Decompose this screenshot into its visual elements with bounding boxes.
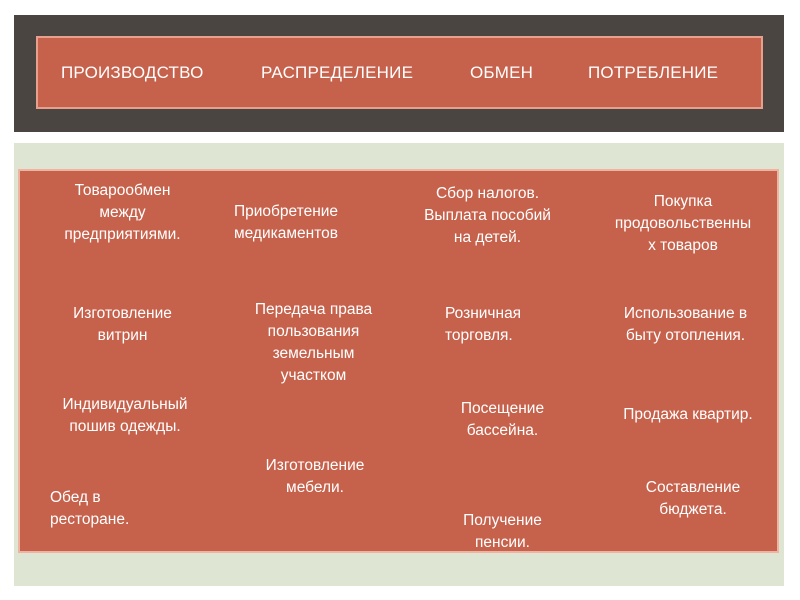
header-production: ПРОИЗВОДСТВО	[61, 63, 204, 82]
item-restaurant-lunch: Обед в ресторане.	[50, 489, 130, 528]
item-heating-use: Использование в быту отопления.	[623, 305, 748, 344]
item-pool-visit: Посещение бассейна.	[460, 400, 545, 439]
header-consumption: ПОТРЕБЛЕНИЕ	[588, 63, 719, 82]
item-tailoring: Индивидуальный пошив одежды.	[62, 396, 188, 435]
item-pension: Получение пенсии.	[463, 512, 542, 551]
header-distribution: РАСПРЕДЕЛЕНИЕ	[261, 63, 414, 82]
item-commodity-exchange: Товарообмен между предприятиями.	[64, 182, 181, 243]
item-food-purchase: Покупка продовольственны х товаров	[614, 193, 752, 254]
item-land-use-transfer: Передача права пользования земельным участком	[254, 301, 373, 384]
item-furniture-making: Изготовление мебели.	[265, 457, 365, 496]
item-showcase-making: Изготовление витрин	[73, 305, 172, 344]
item-apartment-sale: Продажа квартир.	[623, 406, 753, 423]
item-taxes-benefits: Сбор налогов. Выплата пособий на детей.	[424, 185, 551, 246]
item-budgeting: Составление бюджета.	[645, 479, 741, 518]
item-medicines-purchase: Приобретение медикаментов	[234, 203, 339, 242]
header-exchange: ОБМЕН	[470, 63, 534, 82]
item-retail-trade: Розничная торговля.	[445, 305, 522, 344]
